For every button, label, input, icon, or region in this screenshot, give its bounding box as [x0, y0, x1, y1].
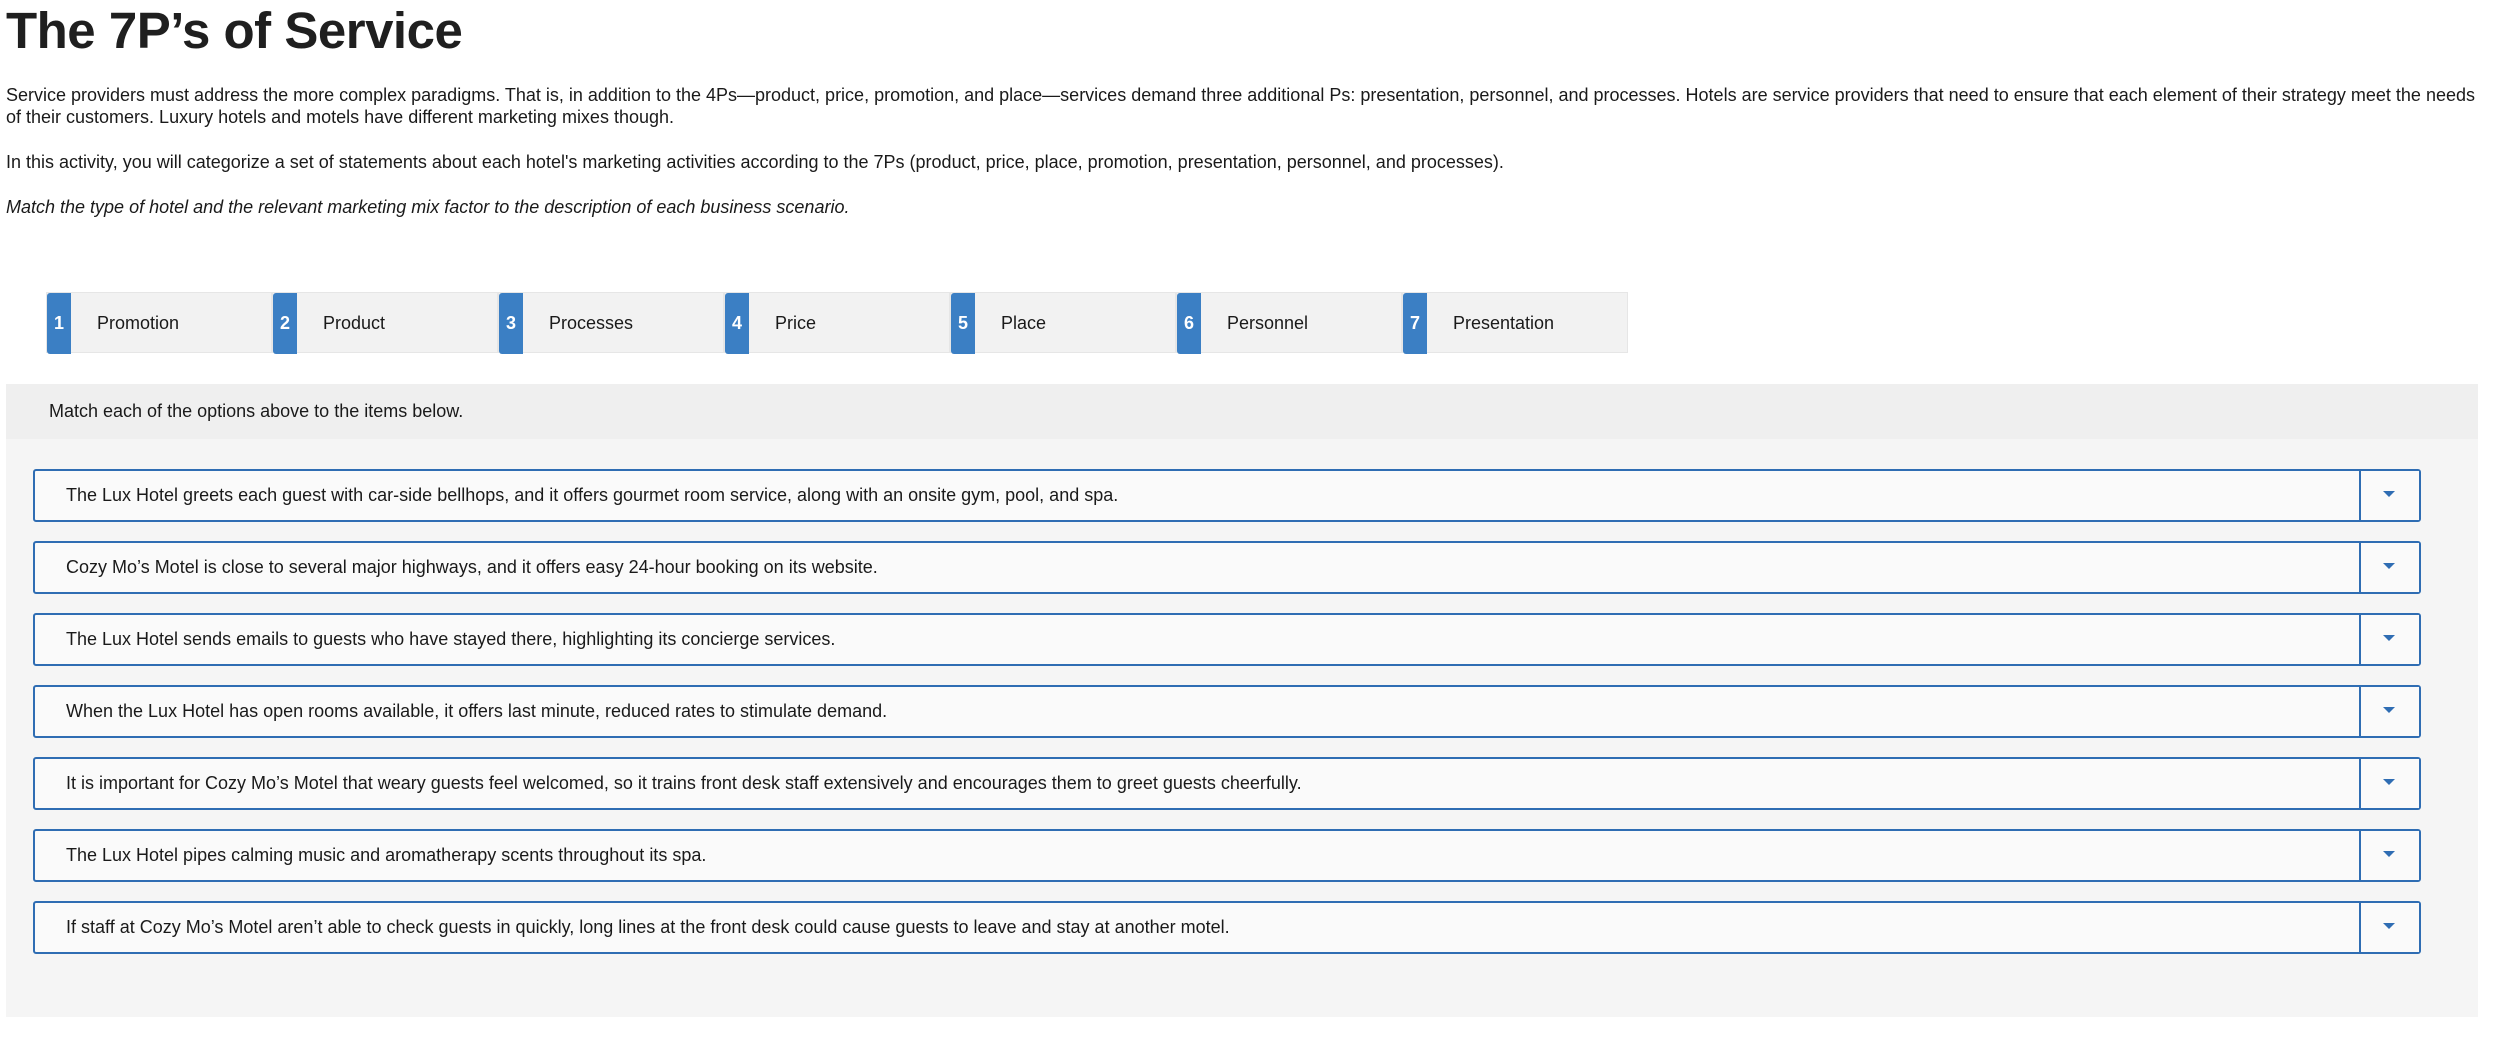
- match-item: [33, 469, 2421, 522]
- option-label: Presentation: [1453, 313, 1555, 333]
- option-number: 1: [47, 293, 71, 354]
- option-number: 5: [951, 293, 975, 354]
- caret-down-icon: [2383, 491, 2395, 497]
- option-number: 7: [1403, 293, 1427, 354]
- match-dropdown[interactable]: [2359, 759, 2419, 808]
- option-promotion[interactable]: [46, 292, 272, 353]
- option-label: Product: [323, 313, 386, 333]
- match-dropdown[interactable]: [2359, 687, 2419, 736]
- match-item: [33, 541, 2421, 594]
- instruction-text: Match the type of hotel and the relevant marketing mix factor to the description of each business scenario.: [6, 197, 850, 217]
- match-item: [33, 757, 2421, 810]
- match-dropdown[interactable]: [2359, 543, 2419, 592]
- intro-paragraph-1: Service providers must address the more complex paradigms. That is, in addition to the 4Ps—product, price, promotion, and place—services demand three additional Ps: presentation, personnel, and processes. Hotels are service providers that need to ensure that each element of their strategy meet the needs of their customers. Luxury hotels and motels have different marketing mixes though.: [6, 85, 2475, 127]
- caret-down-icon: [2383, 779, 2395, 785]
- option-processes[interactable]: [498, 292, 724, 353]
- match-item: [33, 901, 2421, 954]
- caret-down-icon: [2383, 851, 2395, 857]
- caret-down-icon: [2383, 563, 2395, 569]
- match-item-text: The Lux Hotel sends emails to guests who have stayed there, highlighting its concierge services.: [66, 629, 836, 649]
- option-presentation[interactable]: [1402, 292, 1628, 353]
- match-item-text: The Lux Hotel greets each guest with car-side bellhops, and it offers gourmet room service, along with an onsite gym, pool, and spa.: [66, 485, 1119, 505]
- match-dropdown[interactable]: [2359, 903, 2419, 952]
- panel-header: [6, 384, 2478, 439]
- option-price[interactable]: [724, 292, 950, 353]
- page-title: The 7P’s of Service: [6, 2, 463, 59]
- option-number: 2: [273, 293, 297, 354]
- matching-panel: [6, 384, 2478, 1017]
- match-dropdown[interactable]: [2359, 615, 2419, 664]
- option-number: 6: [1177, 293, 1201, 354]
- caret-down-icon: [2383, 923, 2395, 929]
- match-item-text: The Lux Hotel pipes calming music and aromatherapy scents throughout its spa.: [66, 845, 707, 865]
- option-label: Place: [1001, 313, 1047, 333]
- caret-down-icon: [2383, 635, 2395, 641]
- match-item-text: It is important for Cozy Mo’s Motel that weary guests feel welcomed, so it trains front desk staff extensively and encourages them to greet guests cheerfully.: [66, 773, 1302, 793]
- panel-header-text: Match each of the options above to the items below.: [49, 401, 464, 421]
- caret-down-icon: [2383, 707, 2395, 713]
- match-item: [33, 829, 2421, 882]
- option-number: 4: [725, 293, 749, 354]
- option-label: Price: [775, 313, 817, 333]
- intro-paragraph-2: In this activity, you will categorize a set of statements about each hotel's marketing activities according to the 7Ps (product, price, place, promotion, presentation, personnel, and processes).: [6, 152, 1504, 172]
- match-dropdown[interactable]: [2359, 831, 2419, 880]
- match-item: [33, 685, 2421, 738]
- option-place[interactable]: [950, 292, 1176, 353]
- option-label: Promotion: [97, 313, 180, 333]
- option-number: 3: [499, 293, 523, 354]
- match-item-text: If staff at Cozy Mo’s Motel aren’t able to check guests in quickly, long lines at the front desk could cause guests to leave and stay at another motel.: [66, 917, 1230, 937]
- match-item-text: Cozy Mo’s Motel is close to several major highways, and it offers easy 24-hour booking on its website.: [66, 557, 878, 577]
- option-product[interactable]: [272, 292, 498, 353]
- match-dropdown[interactable]: [2359, 471, 2419, 520]
- match-item: [33, 613, 2421, 666]
- option-label: Processes: [549, 313, 634, 333]
- option-personnel[interactable]: [1176, 292, 1402, 353]
- match-item-text: When the Lux Hotel has open rooms available, it offers last minute, reduced rates to stimulate demand.: [66, 701, 888, 721]
- option-label: Personnel: [1227, 313, 1309, 333]
